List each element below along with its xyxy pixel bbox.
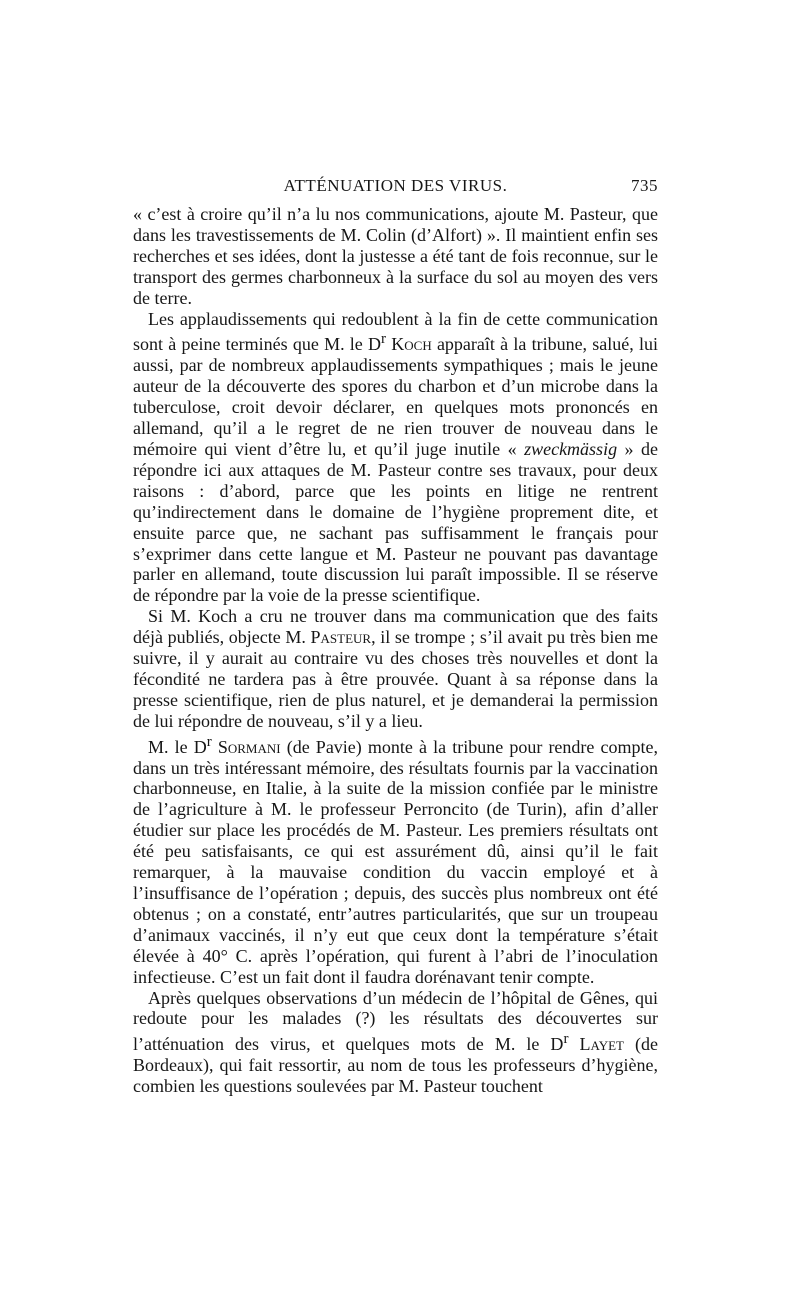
page-number: 735: [631, 176, 658, 195]
superscript: r: [381, 331, 387, 348]
italic-term: zweckmässig: [524, 438, 618, 459]
body-text: [133, 204, 658, 1097]
text-run: [568, 1034, 579, 1054]
running-head: [133, 172, 658, 200]
proper-name: Sormani: [217, 736, 281, 757]
paragraph: [133, 988, 658, 1098]
running-title: ATTÉNUATION DES VIRUS.: [283, 176, 508, 195]
proper-name: Koch: [391, 334, 432, 355]
text-run: apparaît à la tribune, salué, lui aussi, par de nombreux applaudissements sympathiques ; mais le jeune auteur de la découverte des spores du charbon et d’un microbe dans la tuberculose, croit devoir déclarer, en quelques mots prononcés en allemand, qu’il a le regret de ne rien trouver de nouveau dans le mémoire qui vient d’être lu, et qu’il juge inutile «: [133, 334, 658, 459]
text-run: » de répondre ici aux attaques de M. Pasteur contre ses travaux, pour deux raisons : d’abord, parce que les points en litige ne rentrent qu’indirectement dans le domaine de l’hygiène proprement dite, et ensuite parce que, ne sachant pas suffisamment le français pour s’exprimer dans cette langue et M. Pasteur ne pouvant pas davantage parler en allemand, toute discussion lui paraît impossible. Il se réserve de répondre par la voie de la presse scientifique.: [133, 438, 658, 606]
text-run: Si M. Koch a cru ne trouver dans ma communication que des faits déjà publiés, objecte M.: [133, 606, 658, 648]
paragraph: [133, 606, 658, 731]
book-page: [133, 172, 658, 1097]
paragraph: [133, 309, 658, 607]
text-run: M. le D: [148, 736, 207, 757]
proper-name: Layet: [579, 1034, 624, 1055]
proper-name: Pasteur: [310, 627, 372, 648]
text-run: (de Pavie) monte à la tribune pour rendre compte, dans un très intéressant mémoire, des résultats fournis par la vaccination charbonneuse, en Italie, à la suite de la mission confiée par le ministre de l’agriculture à M. le professeur Perroncito (de Turin), afin d’aller étudier sur place les procédés de M. Pasteur. Les premiers résultats ont été peu satisfaisants, ce qui est assurément dû, ainsi qu’il le fait remarquer, à la mauvaise condition du vaccin employé et à l’insuffisance de l’opération ; depuis, des succès plus nombreux ont été obtenus ; on a constaté, entr’autres particularités, que sur un troupeau d’animaux vaccinés, il n’y eut que ceux dont la température s’était élevée à 40° C. après l’opération, qui furent à l’abri de l’inoculation infectieuse. C’est un fait dont il faudra dorénavant tenir compte.: [133, 736, 659, 987]
superscript: r: [563, 1031, 569, 1048]
text-run: « c’est à croire qu’il n’a lu nos communications, ajoute M. Pasteur, que dans les travestissements de M. Colin (d’Alfort) ». Il maintient enfin ses recherches et ses idées, dont la justesse a été tant de fois reconnue, sur le transport des germes charbonneux à la surface du sol au moyen des vers de terre.: [133, 204, 658, 308]
text-run: (de Bordeaux), qui fait ressortir, au nom de tous les professeurs d’hygiène, combien les questions soulevées par M. Pasteur touchent: [133, 1034, 659, 1097]
text-run: Les applaudissements qui redoublent à la fin de cette communication sont à peine terminés que M. le D: [133, 308, 658, 355]
superscript: r: [206, 733, 212, 750]
paragraph: [133, 204, 658, 309]
text-run: Après quelques observations d’un médecin de l’hôpital de Gênes, qui redoute pour les malades (?) les résultats des découvertes sur l’atténuation des virus, et quelques mots de M. le D: [133, 987, 658, 1055]
paragraph: [133, 732, 658, 988]
text-run: , il se trompe ; s’il avait pu très bien me suivre, il y aurait au contraire vu des choses très nouvelles et dont la fécondité ne tardera pas à être prouvée. Quant à sa réponse dans la presse scientifique, rien de plus naturel, et je demanderai la permission de lui répondre de nouveau, s’il y a lieu.: [133, 627, 658, 731]
